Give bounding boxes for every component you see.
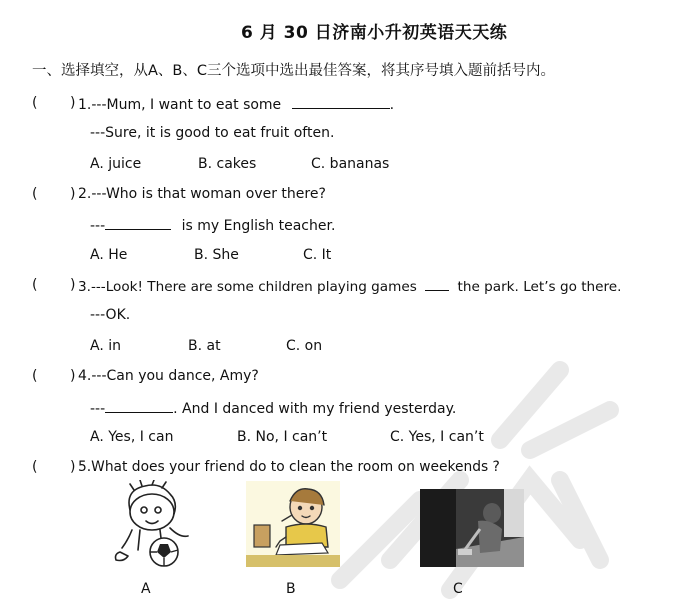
- section-instructions: 一、选择填空，从A、B、C三个选项中选出最佳答案，将其序号填入题前括号内。: [32, 63, 555, 79]
- question-number: 3.: [78, 279, 91, 295]
- picture-a-boy-football: [100, 480, 200, 570]
- option-c: C. It: [303, 247, 332, 263]
- question-4-line-1: [78, 367, 259, 385]
- answer-blank: [105, 398, 173, 413]
- option-b: B. She: [194, 247, 239, 263]
- question-text: is my English teacher.: [181, 218, 336, 234]
- question-1-line-2: ---Sure, it is good to eat fruit often.: [90, 125, 335, 141]
- answer-blank: [105, 215, 171, 230]
- picture-label-b: B: [286, 581, 296, 597]
- answer-paren-left: (: [32, 368, 38, 384]
- option-b: B. No, I can’t: [237, 429, 328, 445]
- picture-label-c: C: [453, 581, 463, 597]
- question-number: 5.: [78, 459, 92, 475]
- question-text-end: the park. Let’s go there.: [457, 279, 622, 295]
- option-c: C. bananas: [311, 156, 390, 172]
- question-text: ---Can you dance, Amy?: [91, 368, 259, 384]
- answer-paren-left: (: [32, 459, 38, 475]
- answer-paren-left: (: [32, 277, 38, 293]
- answer-paren-left: (: [32, 186, 38, 202]
- option-c: C. on: [286, 338, 323, 354]
- question-number: 4.: [78, 368, 92, 384]
- option-a: A. juice: [90, 156, 142, 172]
- option-a: A. He: [90, 247, 128, 263]
- question-2-line-2: [90, 215, 335, 235]
- picture-c-photo-cleaning: [420, 489, 524, 567]
- answer-paren-right: ): [70, 186, 76, 202]
- question-1-line-1: [78, 94, 394, 114]
- question-4-line-2: [90, 398, 456, 418]
- answer-paren-right: ): [70, 277, 76, 293]
- question-3-line-2: ---OK.: [90, 307, 131, 323]
- dash-prefix: ---: [90, 218, 106, 234]
- question-2-line-1: [78, 185, 326, 203]
- question-text: What does your friend do to clean the room on weekends ?: [91, 459, 500, 475]
- question-text: ---Who is that woman over there?: [91, 186, 326, 202]
- question-3-line-1: [78, 276, 622, 296]
- question-text: . And I danced with my friend yesterday.: [173, 401, 457, 417]
- dash-prefix: ---: [90, 401, 106, 417]
- option-b: B. at: [188, 338, 221, 354]
- question-number: 2.: [78, 186, 92, 202]
- option-b: B. cakes: [198, 156, 257, 172]
- question-text-end: .: [389, 97, 395, 113]
- question-text: ---Mum, I want to eat some: [91, 97, 282, 113]
- answer-paren-right: ): [70, 368, 76, 384]
- picture-b-child-writing: [246, 481, 340, 567]
- answer-paren-right: ): [70, 95, 76, 111]
- answer-blank: [425, 276, 449, 291]
- picture-label-a: A: [141, 581, 151, 597]
- question-text: ---Look! There are some children playing games: [90, 279, 417, 295]
- question-number: 1.: [78, 97, 92, 113]
- answer-paren-left: (: [32, 95, 38, 111]
- option-a: A. Yes, I can: [90, 429, 174, 445]
- question-5-line-1: [78, 458, 500, 476]
- page-title: 6 月 30 日济南小升初英语天天练: [241, 23, 508, 43]
- option-a: A. in: [90, 338, 121, 354]
- answer-paren-right: ): [70, 459, 76, 475]
- option-c: C. Yes, I can’t: [390, 429, 484, 445]
- answer-blank: [292, 94, 390, 109]
